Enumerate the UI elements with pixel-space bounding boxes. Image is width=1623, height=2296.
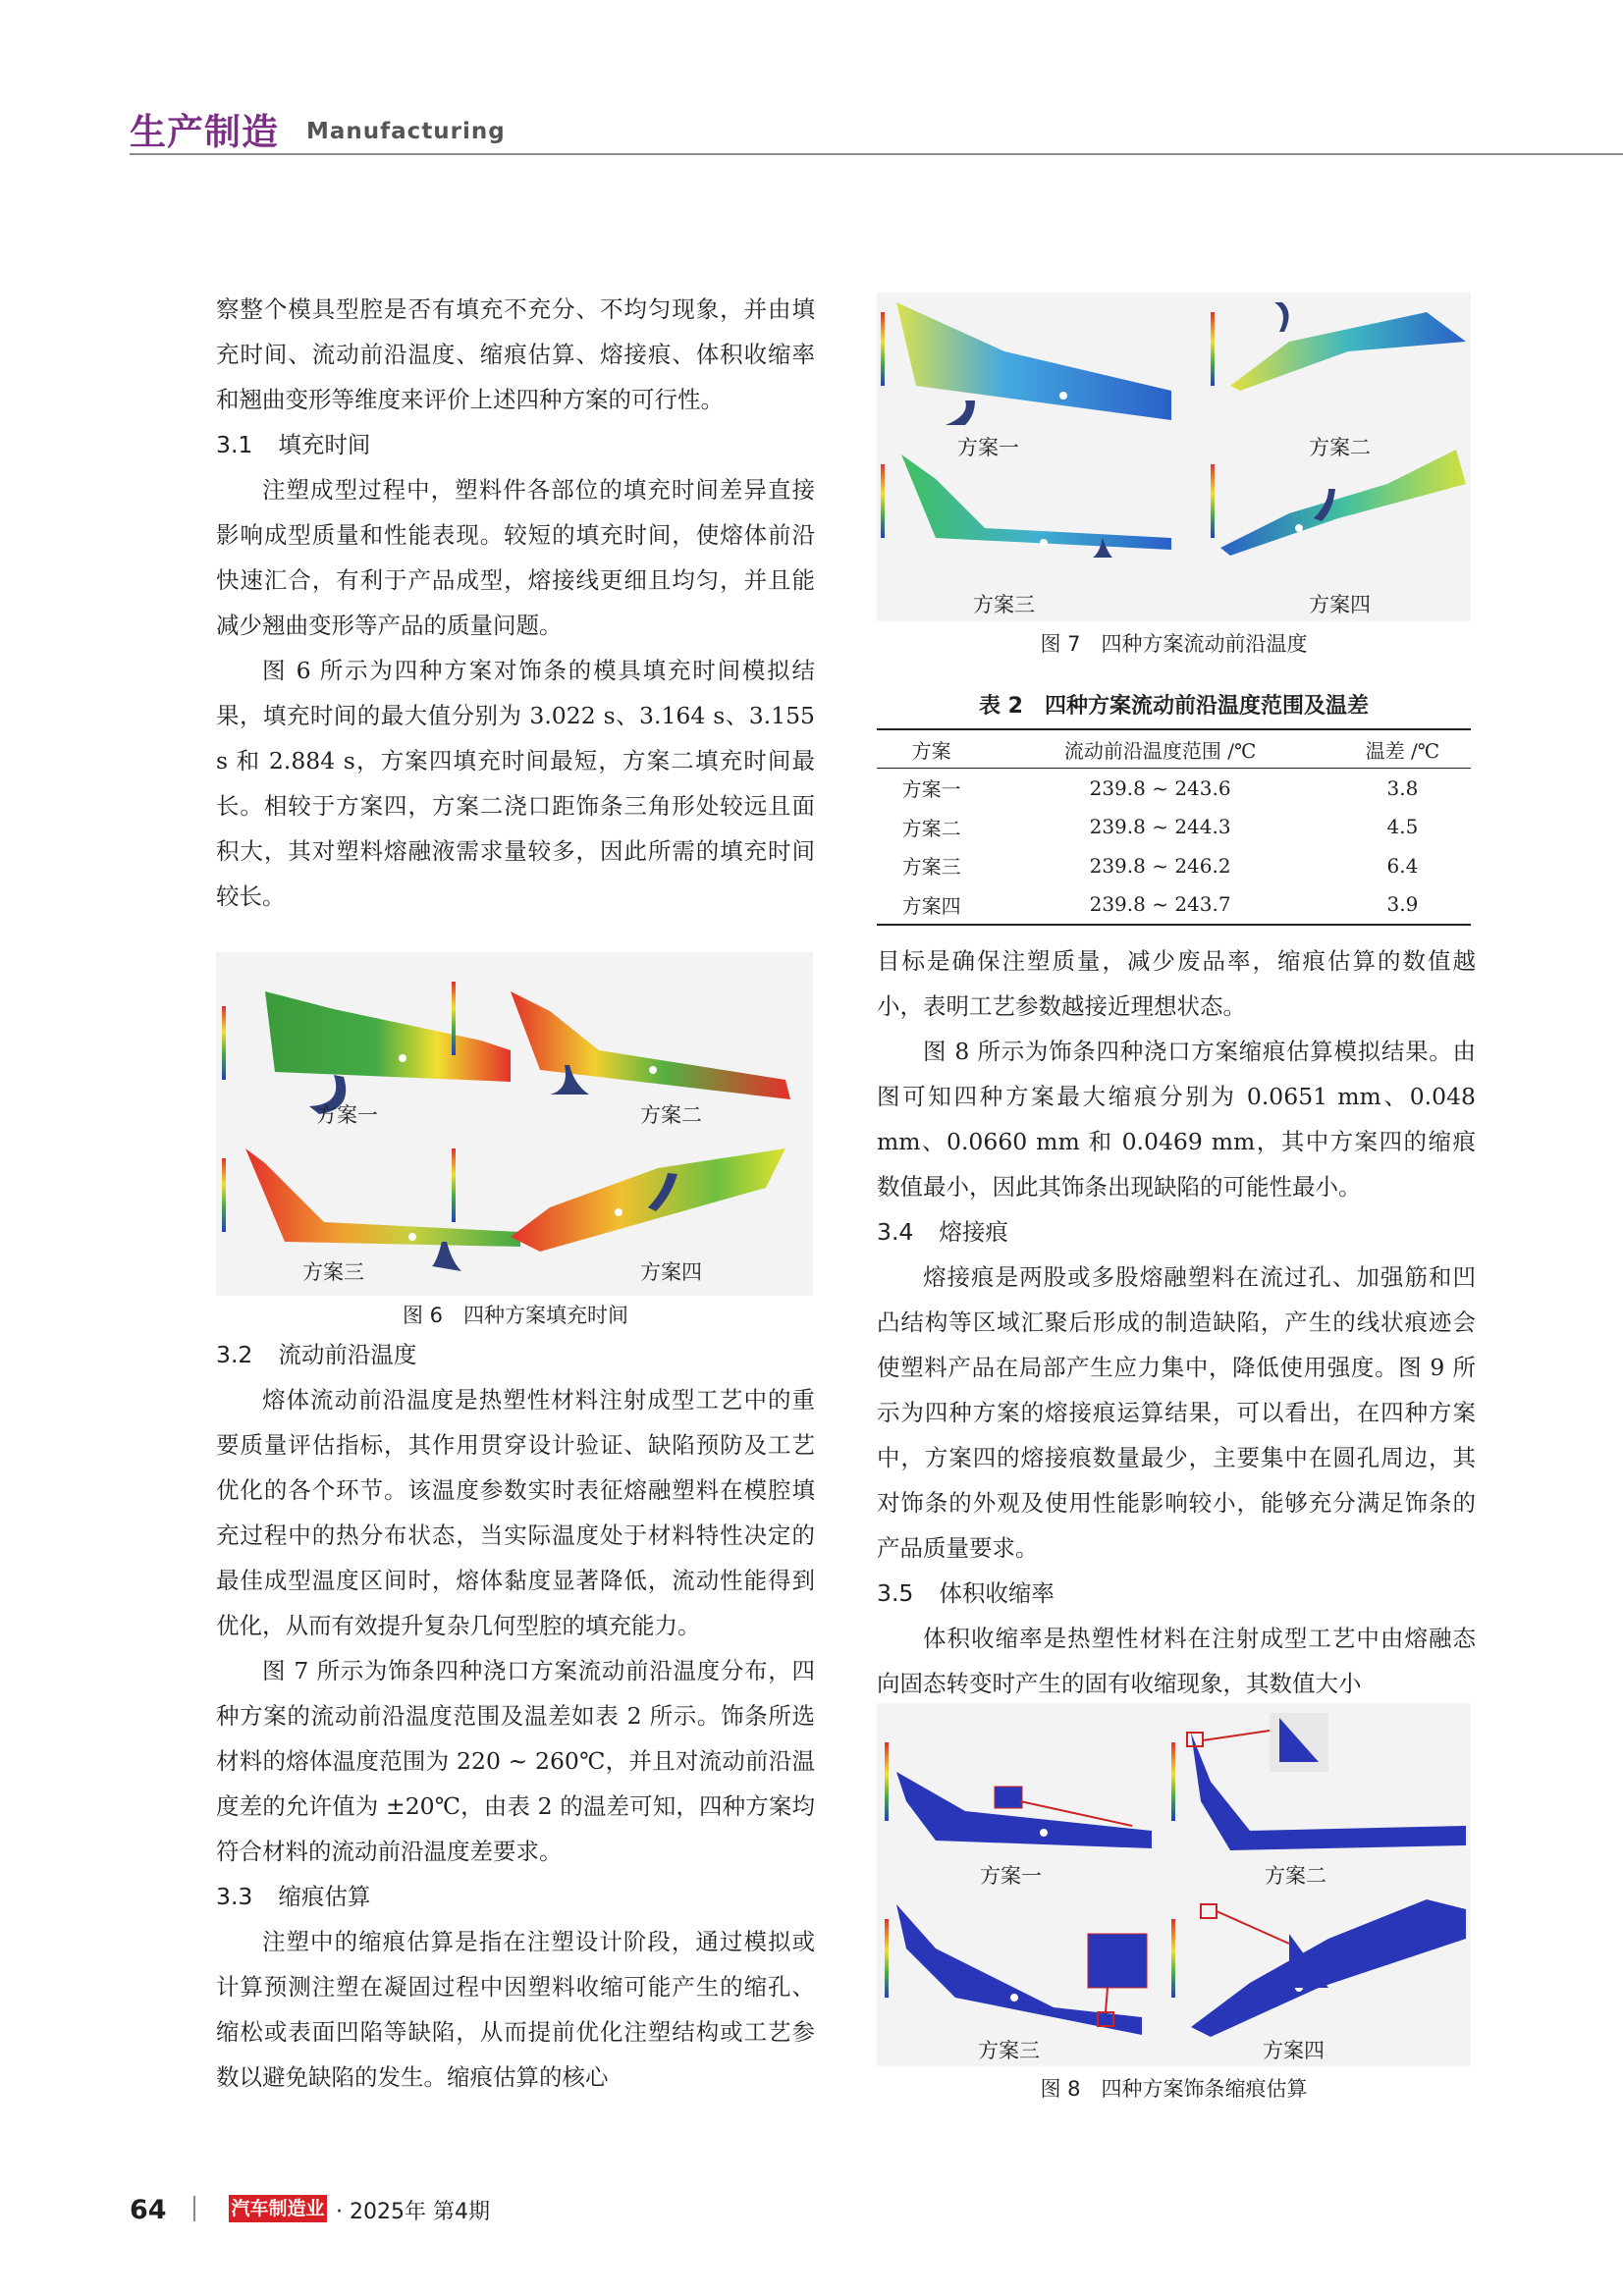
figure-6 <box>216 952 813 1296</box>
table-row <box>877 846 1471 885</box>
footer-divider <box>193 2196 195 2221</box>
table-cell: 方案三 <box>901 855 961 880</box>
table-title: 表 2 四种方案流动前沿温度范围及温差 <box>979 694 1369 719</box>
table-cell: 方案一 <box>901 777 961 802</box>
fig7-label-4: 方案四 <box>1309 593 1371 616</box>
fig6-label-1: 方案一 <box>316 1103 378 1127</box>
right-column <box>877 938 1476 1706</box>
fig8-image <box>877 1703 1471 2066</box>
table-cell: 239.8 ~ 244.3 <box>1089 815 1231 839</box>
table-row <box>877 885 1471 926</box>
table-row <box>877 808 1471 847</box>
paragraph: 熔体流动前沿温度是热塑性材料注射成型工艺中的重要质量评估指标，其作用贯穿设计验证、缺陷预防及工艺优化的各个环节。该温度参数实时表征熔融塑料在模腔填充过程中的热分布状态，当实际温度处于材料特性决定的最佳成型温度区间时，熔体黏度显著降低，流动性能得到优化，从而有效提升复杂几何型腔的填充能力。 <box>216 1386 815 1639</box>
fig7-caption: 图 7 四种方案流动前沿温度 <box>1040 632 1308 656</box>
table-2 <box>877 728 1471 926</box>
figure-7 <box>877 293 1471 621</box>
heading-3-3: 3.3 缩痕估算 <box>216 1883 371 1910</box>
table-cell: 239.8 ~ 243.6 <box>1089 775 1231 800</box>
issue-info: · 2025年 第4期 <box>336 2200 490 2224</box>
paragraph: 目标是确保注塑质量，减少废品率，缩痕估算的数值越小，表明工艺参数越接近理想状态。 <box>877 947 1476 1020</box>
magazine-logo: 汽车制造业 <box>229 2195 327 2222</box>
table-cell: 3.9 <box>1334 885 1471 926</box>
table-cell: 239.8 ~ 243.7 <box>986 885 1334 926</box>
figure-8 <box>877 1703 1471 2066</box>
paragraph: 熔接痕是两股或多股熔融塑料在流过孔、加强筋和凹凸结构等区域汇聚后形成的制造缺陷，产生的线状痕迹会使塑料产品在局部产生应力集中，降低使用强度。图 9 所示为四种方案的熔接痕运算结果，可以看出，在四种方案中，方案四的熔接痕数量最少，主要集中在圆孔周边，其对饰条的外观及使用性能影响较小，能够充分满足饰条的产品质量要求。 <box>877 1263 1476 1562</box>
table-header: 方案 <box>877 729 986 769</box>
header-rule <box>130 153 1623 155</box>
fig7-label-2: 方案二 <box>1309 436 1371 459</box>
table-header-row <box>877 729 1471 769</box>
table-header: 流动前沿温度范围 /℃ <box>986 729 1334 769</box>
heading-3-1: 3.1 填充时间 <box>216 431 371 458</box>
table-cell: 239.8 ~ 246.2 <box>1089 853 1231 878</box>
paragraph: 图 8 所示为饰条四种浇口方案缩痕估算模拟结果。由图可知四种方案最大缩痕分别为 0.0651 mm、0.048 mm、0.0660 mm 和 0.0469 mm，其中方案四的缩痕数值最小，因此其饰条出现缺陷的可能性最小。 <box>877 1038 1476 1201</box>
paragraph: 图 6 所示为四种方案对饰条的模具填充时间模拟结果，填充时间的最大值分别为 3.022 s、3.164 s、3.155 s 和 2.884 s，方案四填充时间最短，方案二填充时间最长。相较于方案四，方案二浇口距饰条三角形处较远且面积大，其对塑料熔融液需求量较多，因此所需的填充时间较长。 <box>216 657 815 910</box>
section-title-en: Manufacturing <box>306 119 506 144</box>
table-cell: 方案四 <box>877 885 986 926</box>
paragraph: 注塑成型过程中，塑料件各部位的填充时间差异直接影响成型质量和性能表现。较短的填充时间，使熔体前沿快速汇合，有利于产品成型，熔接线更细且均匀，并且能减少翘曲变形等产品的质量问题。 <box>216 476 815 639</box>
fig6-label-3: 方案三 <box>302 1260 364 1284</box>
fig7-label-1: 方案一 <box>957 436 1019 459</box>
paragraph: 体积收缩率是热塑性材料在注射成型工艺中由熔融态向固态转变时产生的固有收缩现象，其数值大小 <box>877 1625 1476 1697</box>
page-number: 64 <box>130 2195 167 2225</box>
left-column <box>216 287 815 919</box>
paragraph: 图 7 所示为饰条四种浇口方案流动前沿温度分布，四种方案的流动前沿温度范围及温差如表 2 所示。饰条所选材料的熔体温度范围为 220 ~ 260℃，并且对流动前沿温度差的允许值为 ±20℃，由表 2 的温差可知，四种方案均符合材料的流动前沿温度差要求。 <box>216 1657 815 1865</box>
heading-3-4: 3.4 熔接痕 <box>877 1218 1008 1246</box>
fig8-label-4: 方案四 <box>1263 2039 1325 2062</box>
section-title: 生产制造 <box>130 111 279 153</box>
fig8-label-1: 方案一 <box>980 1864 1042 1888</box>
fig6-caption: 图 6 四种方案填充时间 <box>402 1304 629 1327</box>
fig6-label-2: 方案二 <box>640 1103 702 1127</box>
table-header: 温差 /℃ <box>1334 729 1471 769</box>
fig7-label-3: 方案三 <box>973 593 1035 616</box>
heading-3-5: 3.5 体积收缩率 <box>877 1579 1055 1607</box>
fig8-label-2: 方案二 <box>1265 1864 1326 1888</box>
left-column-lower <box>216 1332 815 2100</box>
table-row <box>877 769 1471 808</box>
table-cell: 6.4 <box>1386 853 1419 878</box>
paragraph: 注塑中的缩痕估算是指在注塑设计阶段，通过模拟或计算预测注塑在凝固过程中因塑料收缩可能产生的缩孔、缩松或表面凹陷等缺陷，从而提前优化注塑结构或工艺参数以避免缺陷的发生。缩痕估算的核心 <box>216 1928 815 2091</box>
fig8-label-3: 方案三 <box>978 2039 1040 2062</box>
table-cell: 4.5 <box>1386 815 1419 839</box>
fig8-caption: 图 8 四种方案饰条缩痕估算 <box>1040 2077 1308 2101</box>
heading-3-2: 3.2 流动前沿温度 <box>216 1341 417 1368</box>
table-cell: 方案二 <box>901 816 961 840</box>
fig6-image <box>216 952 813 1296</box>
intro-paragraph: 察整个模具型腔是否有填充不充分、不均匀现象，并由填充时间、流动前沿温度、缩痕估算、熔接痕、体积收缩率和翘曲变形等维度来评价上述四种方案的可行性。 <box>216 295 815 413</box>
fig6-label-4: 方案四 <box>640 1260 702 1284</box>
table-cell: 3.8 <box>1386 775 1419 800</box>
